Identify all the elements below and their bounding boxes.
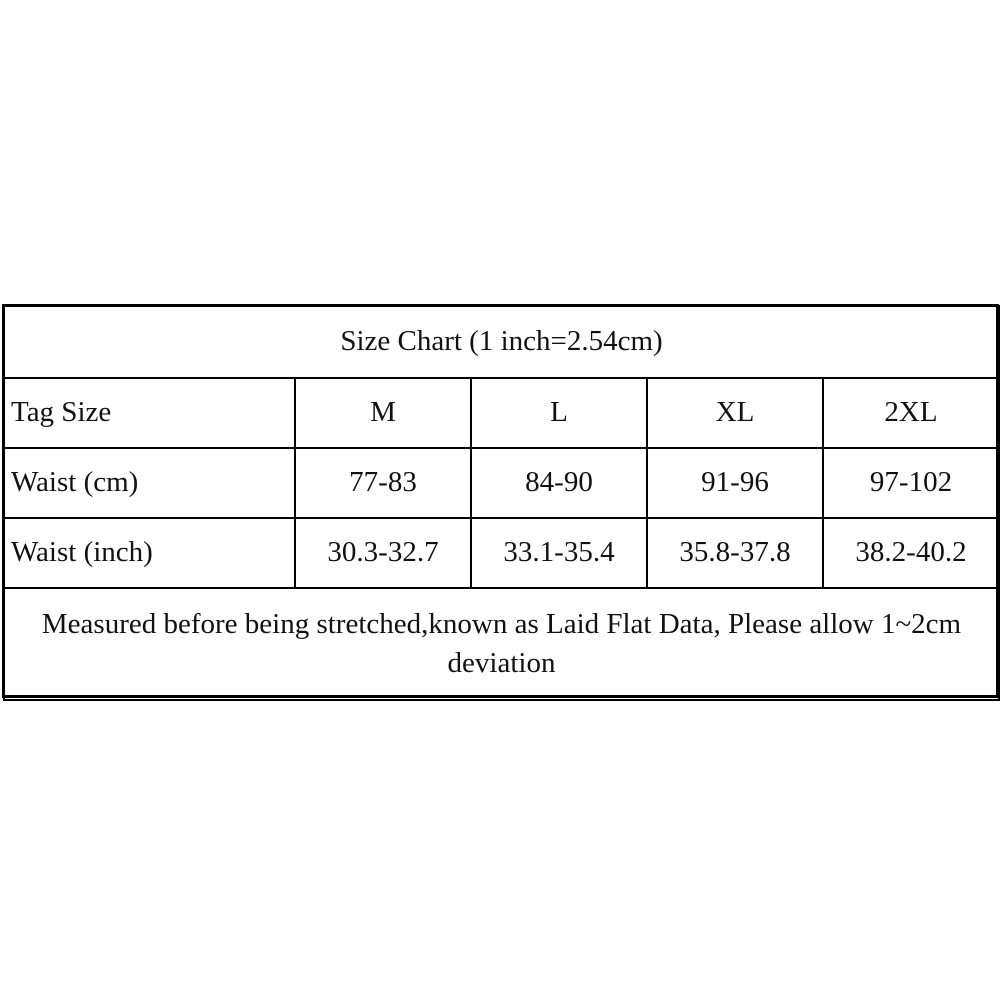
waist-cm-row [4,448,999,518]
measurement-note: Measured before being stretched,known as Laid Flat Data, Please allow 1~2cm deviation [4,588,999,700]
waist-cm-xl: 91-96 [647,448,823,518]
tag-size-row [4,378,999,448]
size-2xl-header: 2XL [823,378,999,448]
waist-cm-2xl: 97-102 [823,448,999,518]
size-chart-table [3,305,1000,701]
chart-title: Size Chart (1 inch=2.54cm) [4,306,999,378]
waist-cm-label: Waist (cm) [4,448,295,518]
waist-inch-xl: 35.8-37.8 [647,518,823,588]
note-row [4,588,999,700]
size-l-header: L [471,378,647,448]
size-xl-header: XL [647,378,823,448]
waist-cm-m: 77-83 [295,448,471,518]
tag-size-label: Tag Size [4,378,295,448]
waist-inch-l: 33.1-35.4 [471,518,647,588]
size-m-header: M [295,378,471,448]
title-row [4,306,999,378]
waist-inch-2xl: 38.2-40.2 [823,518,999,588]
waist-inch-m: 30.3-32.7 [295,518,471,588]
waist-inch-row [4,518,999,588]
waist-inch-label: Waist (inch) [4,518,295,588]
waist-cm-l: 84-90 [471,448,647,518]
